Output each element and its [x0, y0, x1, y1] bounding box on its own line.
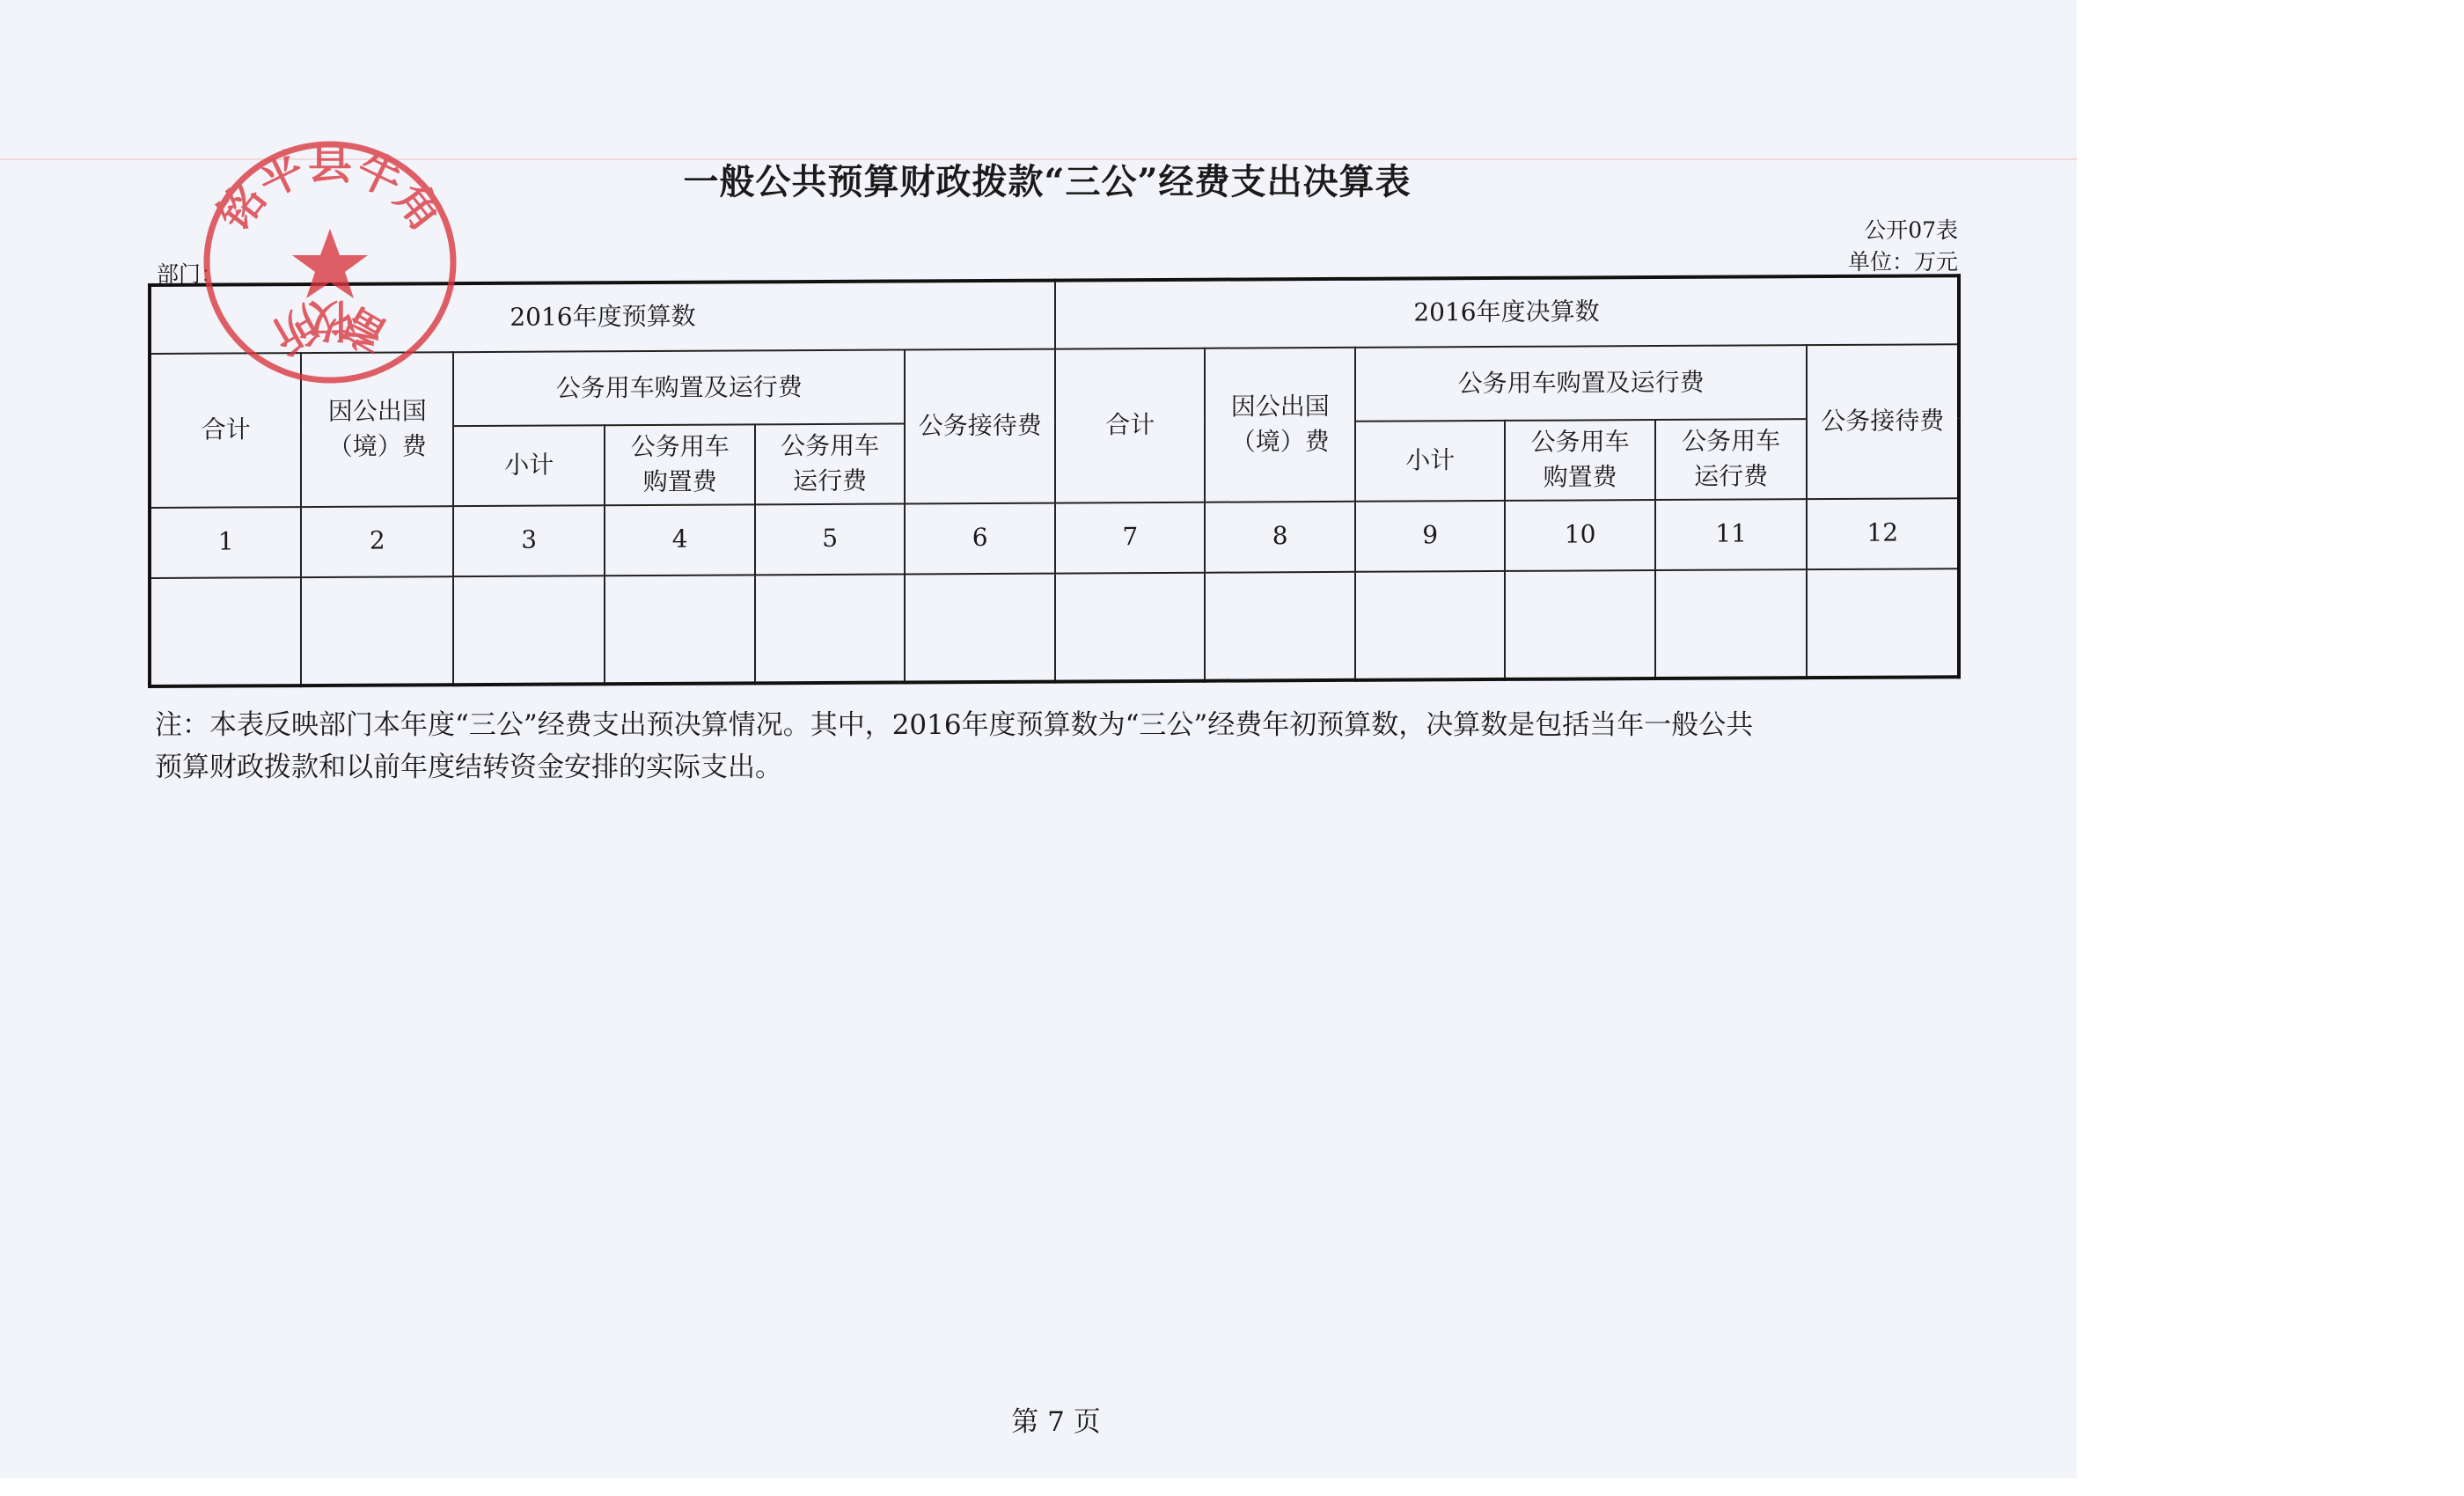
col-number: 10 [1505, 500, 1654, 571]
seal-text-top: 铭平县牛角 [207, 137, 453, 240]
col-number: 3 [453, 505, 605, 576]
data-cell [1505, 570, 1654, 679]
final-operation-line1: 公务用车 [1682, 426, 1781, 456]
budget-operation-header [755, 424, 905, 504]
col-number: 12 [1807, 498, 1959, 569]
budget-purchase-header [605, 425, 754, 505]
page-number: 第 7 页 [1011, 1406, 1101, 1438]
budget-abroad-line1: 因公出国 [327, 396, 427, 426]
data-cell [1205, 572, 1354, 681]
data-cell [755, 574, 905, 683]
final-subtotal-header: 小计 [1355, 421, 1505, 501]
data-cell [905, 573, 1055, 682]
final-purchase-header [1505, 420, 1654, 500]
data-cell [150, 577, 301, 686]
data-cell [301, 576, 452, 686]
footnote [155, 704, 1968, 788]
col-number: 9 [1355, 501, 1505, 572]
budget-operation-line1: 公务用车 [781, 430, 880, 461]
final-header: 2016年度决算数 [1055, 275, 1959, 348]
final-reception-header: 公务接待费 [1807, 344, 1959, 498]
footnote-line2: 预算财政拨款和以前年度结转资金安排的实际支出。 [155, 752, 782, 783]
col-number: 4 [605, 504, 754, 576]
final-abroad-header [1205, 348, 1354, 502]
budget-operation-line2: 运行费 [793, 466, 868, 496]
budget-abroad-line2: （境）费 [327, 431, 427, 462]
final-purchase-line2: 购置费 [1543, 462, 1617, 493]
budget-vehicle-group-header: 公务用车购置及运行费 [453, 350, 905, 427]
data-cell [1655, 569, 1807, 678]
unit-label: 单位：万元 [1847, 249, 1958, 275]
col-number: 11 [1655, 499, 1807, 570]
data-cell [1807, 568, 1959, 678]
budget-reception-header: 公务接待费 [905, 349, 1055, 503]
data-cell [605, 575, 754, 684]
budget-purchase-line1: 公务用车 [630, 431, 730, 461]
col-number: 7 [1055, 502, 1205, 573]
final-operation-header [1655, 419, 1807, 499]
final-abroad-line1: 因公出国 [1230, 391, 1330, 422]
budget-purchase-line2: 购置费 [642, 467, 717, 497]
data-cell [1055, 572, 1205, 681]
col-number: 1 [150, 507, 301, 578]
form-number: 公开07表 [1864, 217, 1958, 243]
page-title: 一般公共预算财政拨款“三公”经费支出决算表 [683, 161, 1412, 202]
col-number: 6 [905, 502, 1055, 574]
final-operation-line2: 运行费 [1694, 461, 1769, 492]
seal-text-bottom: 畜牧所 [263, 294, 397, 363]
budget-header: 2016年度预算数 [150, 281, 1055, 354]
seal-star-icon [292, 229, 368, 298]
col-number: 8 [1205, 501, 1354, 572]
data-cell [1355, 571, 1505, 680]
final-total-header: 合计 [1055, 348, 1205, 502]
final-purchase-line1: 公务用车 [1530, 427, 1630, 457]
official-seal-stamp [185, 130, 475, 394]
department-label: 部门： [157, 261, 224, 287]
budget-total-header: 合计 [150, 353, 301, 507]
col-number: 5 [755, 503, 905, 575]
final-vehicle-group-header: 公务用车购置及运行费 [1355, 345, 1807, 422]
col-number: 2 [301, 506, 452, 577]
final-abroad-line2: （境）费 [1230, 427, 1330, 457]
data-cell [453, 576, 605, 685]
footnote-line1: 注：本表反映部门本年度“三公”经费支出预决算情况。其中，2016年度预算数为“三公”经费年初预算数，决算数是包括当年一般公共 [155, 709, 1754, 741]
budget-subtotal-header: 小计 [453, 426, 605, 506]
